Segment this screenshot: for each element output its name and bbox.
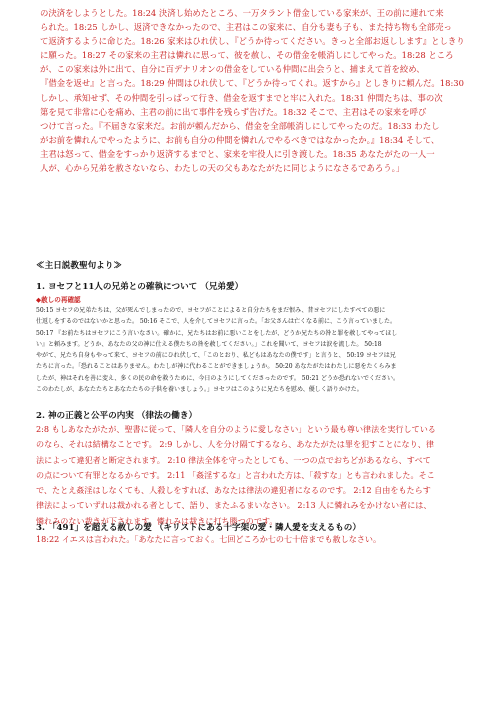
passage-line: で、たとえ姦淫はしなくても、人殺しをすれば、あなたは律法の違犯者になるのです。 2:12 自由をもたらす bbox=[36, 485, 431, 496]
passage-line: 憐れみのない裁きが下されます。憐れみは裁きに打ち勝つのです。 bbox=[36, 515, 278, 526]
section3-heading: 3. 「491」を超える赦しの愛 （キリストにある十字架の愛・隣人愛を支えるもの） bbox=[36, 523, 361, 533]
passage-line: 50:15 ヨセフの兄弟たちは、父が死んでしまったので、ヨセフがことによると自分たちをまだ恨み、昔ヨセフにしたすべての悪に bbox=[36, 307, 386, 314]
passage-line: られた。18:25 しかし、返済できなかったので、主君はこの家来に、自分も妻も子も、また持ち物も全部売っ bbox=[40, 22, 452, 33]
passage-line: 法によって違犯者と断定されます。 2:10 律法全体を守ったとしても、一つの点でおちどがあるなら、すべて bbox=[36, 454, 431, 465]
passage-line: の点について有罪となるからです。 2:11 「姦淫するな」と言われた方は、「殺すな」とも言われました。そこ bbox=[36, 469, 435, 480]
passage-line: したが、神はそれを善に変え、多くの民の命を救うために、今日のようにしてくださったのです。 50:21 どうか恐れないでください。 bbox=[36, 374, 399, 382]
passage-line: つけて言った。『不届きな家来だ。お前が頼んだから、借金を全部帳消しにしてやったのだ。18:33 わたし bbox=[40, 120, 440, 131]
passage-line: やがて、兄たち自身もやって来て、ヨセフの前にひれ伏して、「このとおり、私どもはあなたの僕です」と言うと、 50:19 ヨセフは兄 bbox=[36, 352, 396, 360]
james-2-passage bbox=[36, 422, 468, 529]
scripture-passage-matthew-18 bbox=[40, 6, 468, 175]
section1-heading: 1. ヨセフと11人の兄弟との確執について （兄弟愛） bbox=[36, 282, 244, 292]
section2-heading: 2. 神の正義と公平の内実 （律法の働き） bbox=[36, 411, 198, 421]
section-title: ≪主日説教聖句より≫ bbox=[36, 261, 122, 271]
passage-line: 2:8 もしあなたがたが、聖書に従って、「隣人を自分のように愛しなさい」という最も尊い律法を実行している bbox=[36, 424, 436, 434]
passage-line: がお前を憐れんでやったように、お前も自分の仲間を憐れんでやるべきではなかったか。』18:34 そして、 bbox=[40, 134, 440, 145]
matthew-18-22-verse: 18:22 イエスは言われた。「あなたに言っておく。七回どころか七の七十倍までも赦しなさい。 bbox=[36, 534, 382, 544]
passage-line: 仕返しをするのではないかと思った。 50:16 そこで、人を介してヨセフに言った。「お父さんは亡くなる前に、こう言っていました。 bbox=[36, 318, 396, 326]
passage-line: のなら、それは結構なことです。 2:9 しかし、人を分け隔てするなら、あなたがたは罪を犯すことになり、律 bbox=[36, 439, 434, 450]
passage-line: が、この家来は外に出て、自分に百デナリオンの借金をしている仲間に出会うと、捕まえて首を絞め、 bbox=[40, 64, 425, 75]
passage-line: しかし、承知せず、その仲間を引っぱって行き、借金を返すまでと牢に入れた。18:31 仲間たちは、事の次 bbox=[40, 92, 443, 103]
passage-line: たちに言った。「恐れることはありません。わたしが神に代わることができましょうか。 50:20 あなたがたはわたしに悪をたくらみま bbox=[36, 363, 397, 371]
passage-line: て返済するように命じた。18:26 家来はひれ伏し、『どうか待ってください。きっと全部お返しします』としきり bbox=[40, 36, 465, 47]
passage-line: 人が、心から兄弟を赦さないなら、わたしの天の父もあなたがたに同じようになさるであろう。」 bbox=[40, 163, 405, 174]
genesis-50-passage bbox=[36, 305, 466, 395]
passage-line: 『借金を返せ』と言った。18:29 仲間はひれ伏して、『どうか待ってくれ。返すから』としきりに頼んだ。18:30 bbox=[40, 78, 464, 89]
passage-line: このわたしが、あなたたちとあなたたちの子供を養いましょう。」ヨセフはこのように兄たちを慰め、優しく語りかけた。 bbox=[36, 386, 363, 394]
passage-line: 第を見て非常に心を痛め、主君の前に出て事件を残らず告げた。18:32 そこで、主君はその家来を呼び bbox=[40, 106, 427, 117]
passage-line: に願った。18:27 その家来の主君は憐れに思って、彼を赦し、その借金を帳消しにしてやった。18:28 ところ bbox=[40, 50, 454, 61]
section1-subheading: ◆赦しの再確認 bbox=[36, 296, 81, 304]
passage-line: 50:17 『お前たちはヨセフにこう言いなさい。確かに、兄たちはお前に悪いことをしたが、どうか兄たちの咎と罪を赦してやってほし bbox=[36, 329, 398, 337]
passage-line: 律法によっていずれは裁かれる者として、語り、またふるまいなさい。 2:13 人に憐れみをかけない者には、 bbox=[36, 500, 432, 511]
passage-line: の決済をしようとした。18:24 決済し始めたところ、一万タラント借金している家来が、王の前に連れて来 bbox=[40, 8, 444, 18]
passage-line: い』と頼みます。どうか、あなたの父の神に仕える僕たちの咎を赦してください。」これを聞いて、ヨセフは涙を流した。 50:18 bbox=[36, 340, 382, 348]
passage-line: 主君は怒って、借金をすっかり返済するまでと、家来を牢役人に引き渡した。18:35 あなたがたの一人一 bbox=[40, 148, 435, 159]
